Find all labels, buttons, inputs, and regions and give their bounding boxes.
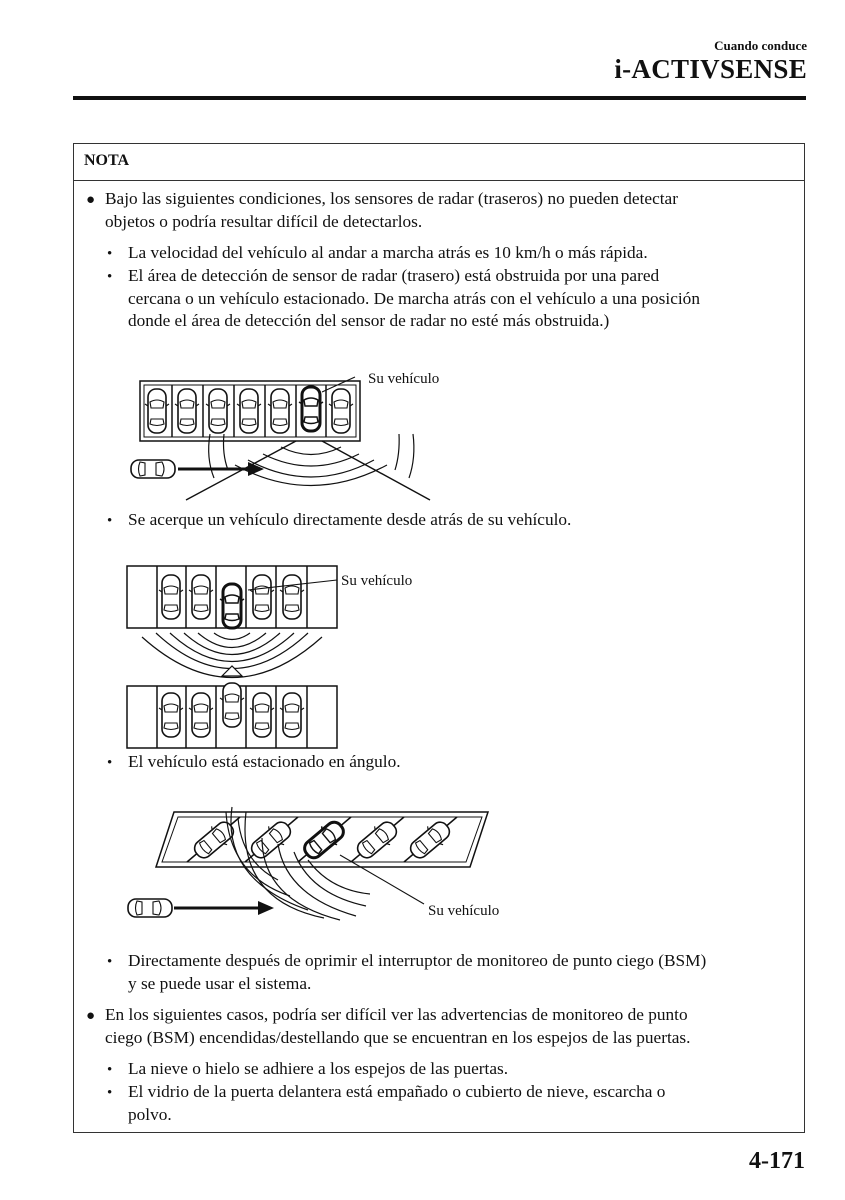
sub-bullet-dot: • [107, 755, 113, 771]
sub7-line-1: El vidrio de la puerta delantera está empañado o cubierto de nieve, escarcha o [128, 1082, 666, 1101]
sub-bullet-dot: • [107, 1062, 113, 1078]
label-su-vehiculo: Su vehículo [428, 903, 500, 919]
sub4-line-1: El vehículo está estacionado en ángulo. [128, 752, 401, 771]
sub2-line-3: donde el área de detección del sensor de radar no esté más obstruida.) [128, 311, 610, 330]
sub-bullet-dot: • [107, 1085, 113, 1101]
sub5-line-2: y se puede usar el sistema. [128, 974, 312, 993]
sub6-line-1: La nieve o hielo se adhiere a los espejos de las puertas. [128, 1059, 509, 1078]
section-header: Cuando conduce [714, 38, 807, 53]
bullet1-line-1: Bajo las siguientes condiciones, los sensores de radar (traseros) no pueden detectar [105, 189, 678, 208]
sub3-line-1: Se acerque un vehículo directamente desde atrás de su vehículo. [128, 510, 572, 529]
sub1-line-1: La velocidad del vehículo al andar a marcha atrás es 10 km/h o más rápida. [128, 243, 648, 262]
label-su-vehiculo: Su vehículo [368, 371, 440, 387]
sub-bullet-dot: • [107, 269, 113, 285]
bullet2-line-2: ciego (BSM) encendidas/destellando que se encuentran en los espejos de las puertas. [105, 1028, 691, 1047]
bullet-dot: ● [86, 192, 96, 208]
sub2-line-2: cercana o un vehículo estacionado. De marcha atrás con el vehículo a una posición [128, 289, 700, 308]
sub-bullet-dot: • [107, 246, 113, 262]
label-su-vehiculo: Su vehículo [341, 573, 413, 589]
page-number: 4-171 [749, 1148, 805, 1174]
sub-bullet-dot: • [107, 954, 113, 970]
bullet2-line-1: En los siguientes casos, podría ser difícil ver las advertencias de monitoreo de punto [105, 1005, 688, 1024]
sub5-line-1: Directamente después de oprimir el interruptor de monitoreo de punto ciego (BSM) [128, 951, 707, 970]
sub-bullet-dot: • [107, 513, 113, 529]
note-heading: NOTA [84, 152, 130, 169]
bullet-dot: ● [86, 1008, 96, 1024]
bullet1-line-2: objetos o podría resultar difícil de detectarlos. [105, 212, 423, 231]
sub2-line-1: El área de detección de sensor de radar (trasero) está obstruida por una pared [128, 266, 660, 285]
sub7-line-2: polvo. [128, 1105, 172, 1124]
chapter-title: i-ACTIVSENSE [614, 54, 807, 84]
